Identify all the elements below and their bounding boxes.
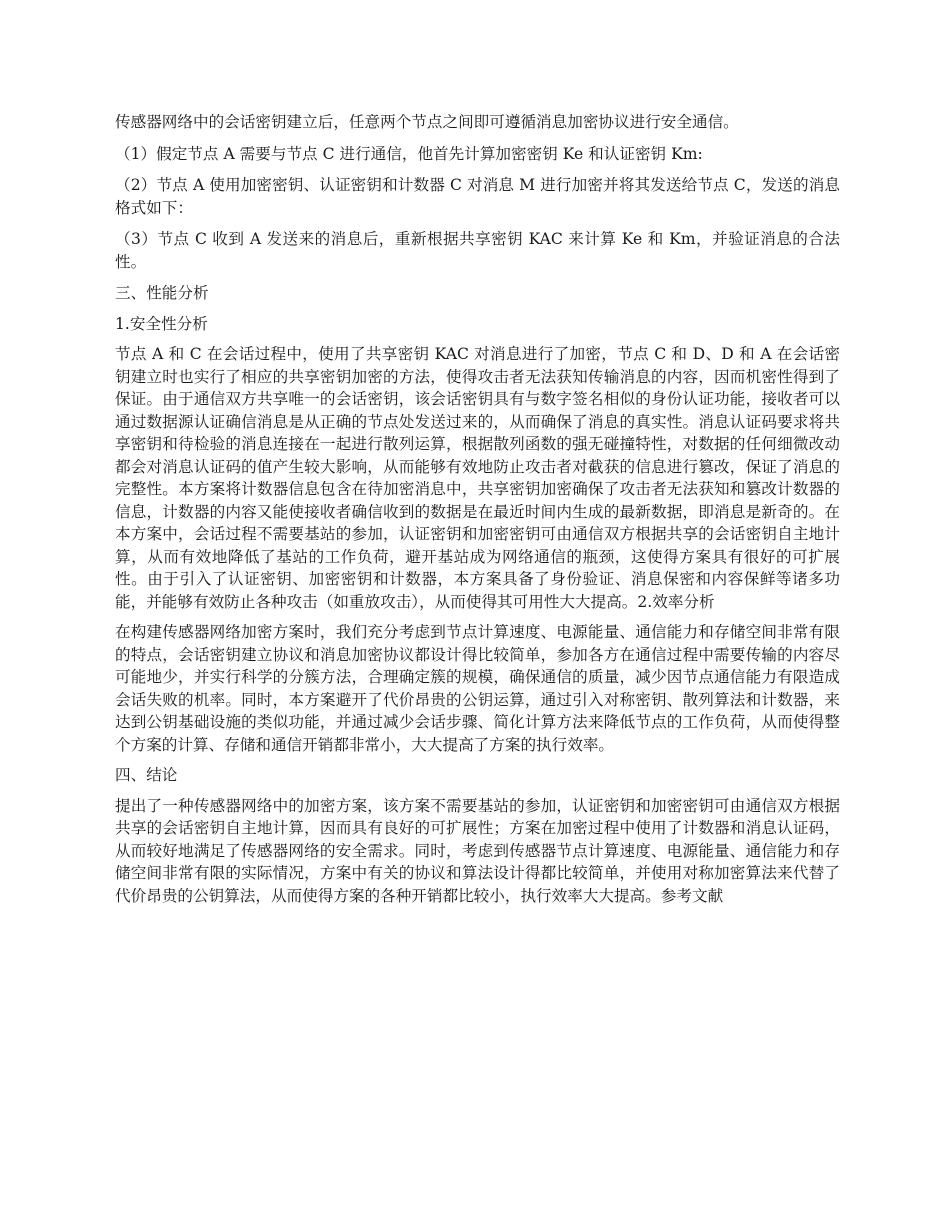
step-3-paragraph: （3）节点 C 收到 A 发送来的消息后，重新根据共享密钥 KAC 来计算 Ke 和 Km，并验证消息的合法性。 (115, 230, 840, 271)
security-analysis-paragraph: 节点 A 和 C 在会话过程中，使用了共享密钥 KAC 对消息进行了加密，节点 C 和 D、D 和 A 在会话密钥建立时也实行了相应的共享密钥加密的方法，使得攻击者无法获知传输消息的内容，因而机密性得到了保证。由于通信双方共享唯一的会话密钥，该会话密钥具有与数字签名相似的身份认证功能，接收者可以通过数据源认证确信消息是从正确的节点处发送过来的，从而确保了消息的真实性。消息认证码要求将共享密钥和待检验的消息连接在一起进行散列运算，根据散列函数的强无碰撞特性，对数据的任何细微改动都会对消息认证码的值产生较大影响，从而能够有效地防止攻击者对截获的信息进行篡改，保证了消息的完整性。本方案将计数器信息包含在待加密消息中，共享密钥加密确保了攻击者无法获知和篡改计数器的信息，计数器的内容又能使接收者确信收到的数据是在最近时间内生成的最新数据，即消息是新奇的。在本方案中，会话过程不需要基站的参加，认证密钥和加密密钥可由通信双方根据共享的会话密钥自主地计算，从而有效地降低了基站的工作负荷，避开基站成为网络通信的瓶颈，这使得方案具有很好的可扩展性。由于引入了认证密钥、加密密钥和计数器，本方案具备了身份验证、消息保密和内容保鲜等诸多功能，并能够有效防止各种攻击（如重放攻击），从而使得其可用性大大提高。2.效率分析 (115, 345, 840, 611)
step-1-paragraph: （1）假定节点 A 需要与节点 C 进行通信，他首先计算加密密钥 Ke 和认证密钥 Km: (115, 144, 703, 163)
intro-paragraph: 传感器网络中的会话密钥建立后，任意两个节点之间即可遵循消息加密协议进行安全通信。 (115, 113, 739, 131)
step-2-paragraph: （2）节点 A 使用加密密钥、认证密钥和计数器 C 对消息 M 进行加密并将其发送给节点 C，发送的消息格式如下： (115, 176, 840, 217)
section-4-heading: 四、结论 (115, 766, 178, 784)
subsection-1-heading: 1.安全性分析 (115, 314, 208, 333)
document-page (115, 111, 840, 915)
conclusion-paragraph: 提出了一种传感器网络中的加密方案，该方案不需要基站的参加，认证密钥和加密密钥可由通信双方根据共享的会话密钥自主地计算，因而具有良好的可扩展性；方案在加密过程中使用了计数器和消息认证码，从而较好地满足了传感器网络的安全需求。同时，考虑到传感器节点计算速度、电源能量、通信能力和存储空间非常有限的实际情况，方案中有关的协议和算法设计得都比较简单，并使用对称加密算法来代替了代价昂贵的公钥算法，从而使得方案的各种开销都比较小，执行效率大大提高。参考文献 (115, 796, 840, 905)
section-3-heading: 三、性能分析 (115, 284, 209, 302)
efficiency-analysis-paragraph: 在构建传感器网络加密方案时，我们充分考虑到节点计算速度、电源能量、通信能力和存储空间非常有限的特点，会话密钥建立协议和消息加密协议都设计得比较简单，参加各方在通信过程中需要传输的内容尽可能地少，并实行科学的分簇方法，合理确定簇的规模，确保通信的质量，减少因节点通信能力有限造成会话失败的机率。同时，本方案避开了代价昂贵的公钥运算，通过引入对称密钥、散列算法和计数器，来达到公钥基础设施的类似功能，并通过减少会话步骤、简化计算方法来降低节点的工作负荷，从而使得整个方案的计算、存储和通信开销都非常小，大大提高了方案的执行效率。 (115, 623, 840, 754)
